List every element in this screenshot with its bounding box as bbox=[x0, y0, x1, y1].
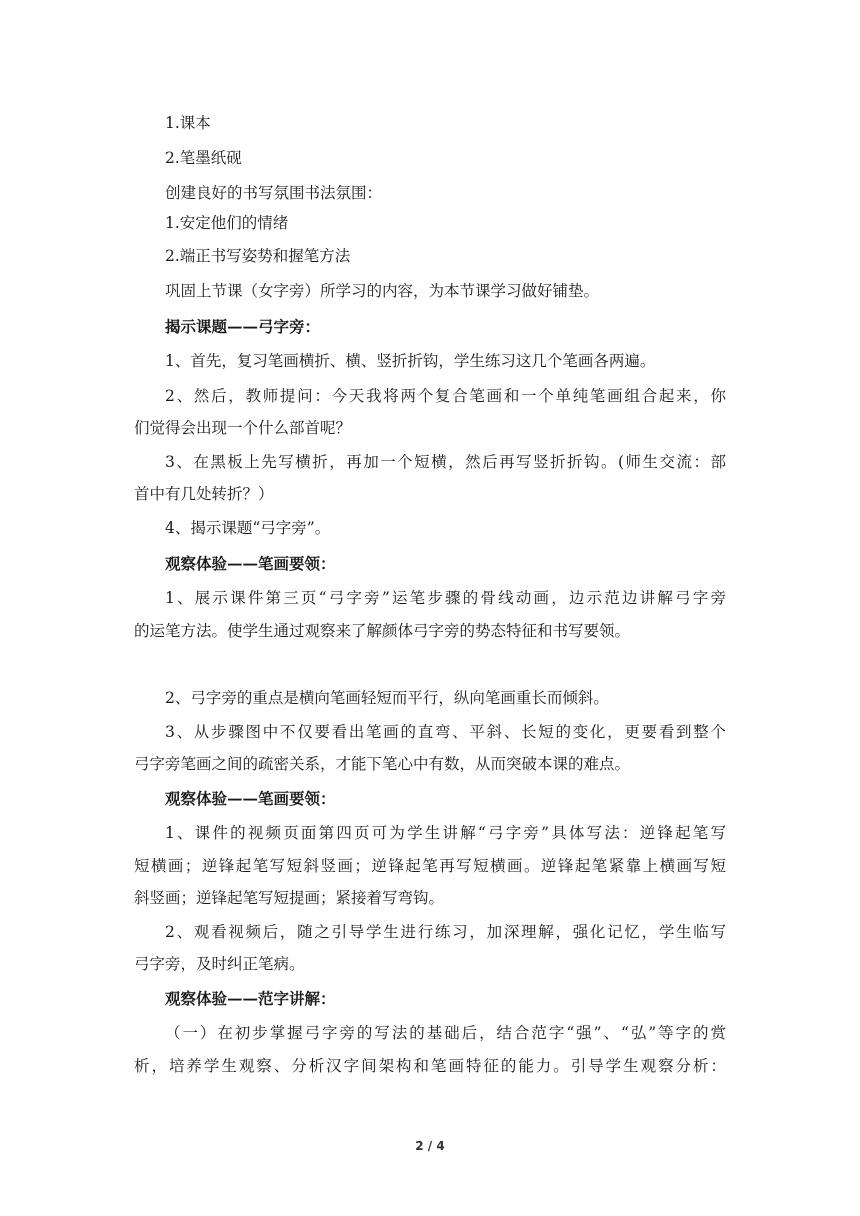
paragraph-observe-3-line-2: 弓字旁笔画之间的疏密关系，才能下笔心中有数，从而突破本课的难点。 bbox=[134, 755, 631, 773]
paragraph-observe-1-line-2: 的运笔方法。使学生通过观察来了解颜体弓字旁的势态特征和书写要领。 bbox=[134, 622, 631, 640]
section-heading-examples: 观察体验——范字讲解： bbox=[165, 989, 336, 1008]
paragraph-examples-line-2: 析，培养学生观察、分析汉字间架构和笔画特征的能力。引导学生观察分析： bbox=[134, 1057, 726, 1075]
paragraph-step-1: 1、首先，复习笔画横折、横、竖折折钩，学生练习这几个笔画各两遍。 bbox=[165, 352, 656, 370]
paragraph-video-line-1: 1、课件的视频页面第四页可为学生讲解“弓字旁”具体写法：逆锋起笔写 bbox=[165, 824, 726, 842]
list-item-brush-ink: 2.笔墨纸砚 bbox=[165, 149, 242, 167]
section-heading-stroke-2: 观察体验——笔画要领： bbox=[165, 789, 336, 808]
section-heading-stroke-1: 观察体验——笔画要领： bbox=[165, 554, 336, 573]
paragraph-examples-line-1: （一）在初步掌握弓字旁的写法的基础后，结合范字“强”、“弘”等字的赏 bbox=[165, 1024, 726, 1042]
paragraph-observe-1-line-1: 1、展示课件第三页“弓字旁”运笔步骤的骨线动画，边示范边讲解弓字旁 bbox=[165, 589, 726, 607]
page-number: 2 / 4 bbox=[415, 1139, 445, 1153]
paragraph-step-2-line-2: 们觉得会出现一个什么部首呢？ bbox=[134, 419, 352, 437]
list-item-textbook: 1.课本 bbox=[165, 114, 211, 132]
paragraph-atmosphere: 创建良好的书写氛围书法氛围： bbox=[165, 184, 383, 202]
paragraph-step-4: 4、揭示课题“弓字旁”。 bbox=[165, 519, 331, 537]
paragraph-review: 巩固上节课（女字旁）所学习的内容，为本节课学习做好铺垫。 bbox=[165, 282, 600, 300]
list-item-calm: 1.安定他们的情绪 bbox=[165, 214, 289, 232]
paragraph-video-line-2: 短横画；逆锋起笔写短斜竖画；逆锋起笔再写短横画。逆锋起笔紧靠上横画写短 bbox=[134, 857, 726, 875]
paragraph-step-3-line-2: 首中有几处转折？） bbox=[134, 485, 274, 503]
paragraph-practice-line-1: 2、观看视频后，随之引导学生进行练习，加深理解，强化记忆，学生临写 bbox=[165, 923, 726, 941]
paragraph-step-3-line-1: 3、在黑板上先写横折，再加一个短横，然后再写竖折折钩。(师生交流：部 bbox=[165, 453, 726, 471]
paragraph-observe-3-line-1: 3、从步骤图中不仅要看出笔画的直弯、平斜、长短的变化，更要看到整个 bbox=[165, 723, 726, 741]
paragraph-observe-2: 2、弓字旁的重点是横向笔画轻短而平行，纵向笔画重长而倾斜。 bbox=[165, 689, 609, 707]
paragraph-video-line-3: 斜竖画；逆锋起笔写短提画；紧接着写弯钩。 bbox=[134, 889, 445, 907]
paragraph-practice-line-2: 弓字旁，及时纠正笔病。 bbox=[134, 955, 305, 973]
section-heading-topic: 揭示课题——弓字旁： bbox=[165, 317, 321, 336]
list-item-posture: 2.端正书写姿势和握笔方法 bbox=[165, 247, 351, 265]
paragraph-step-2-line-1: 2、然后，教师提问：今天我将两个复合笔画和一个单纯笔画组合起来，你 bbox=[165, 387, 726, 405]
